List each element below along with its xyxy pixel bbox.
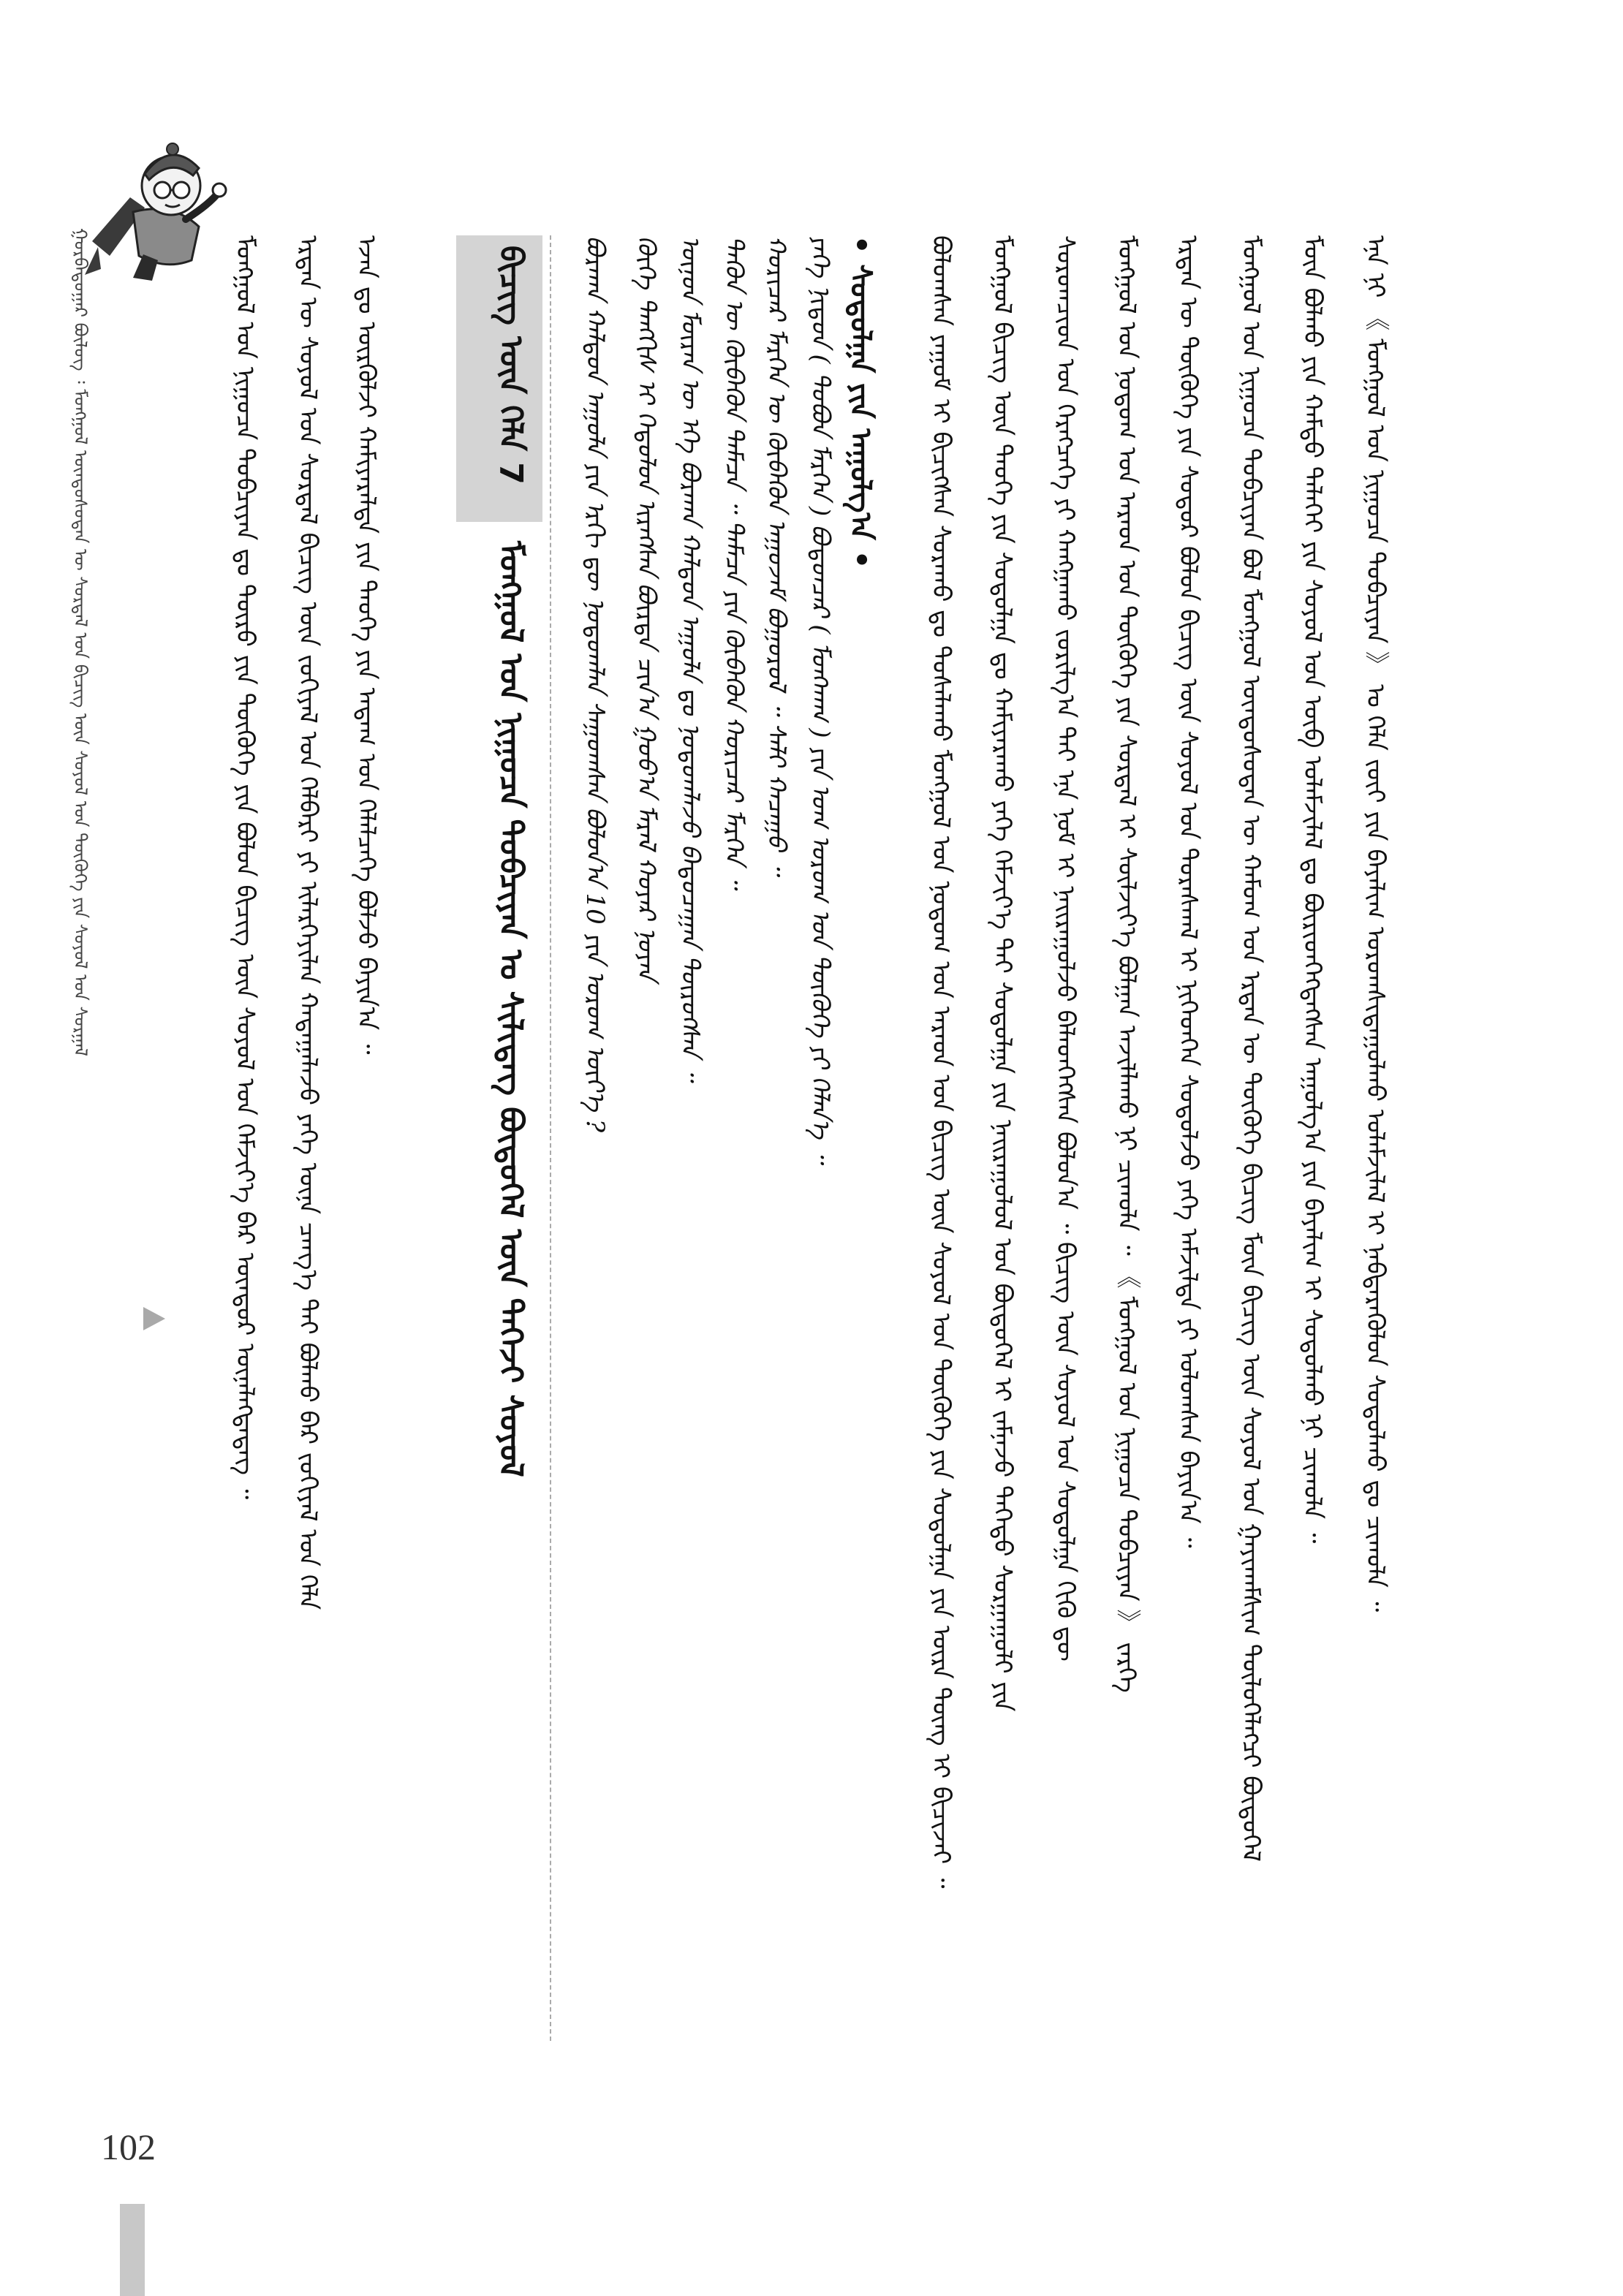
body-paragraph-1-line: ᠡᠨᠡ ᠨᠢ 《 ᠮᠣᠩᠭᠣᠯ ᠤᠨ ᠨᠢᠭᠤᠴᠠ ᠲᠣᠪᠴᠢᠶᠠᠨ 》 ᠤ ᠬᠡᠯᠡ ᠵᠦᠢ ᠶᠢᠨ ᠪᠠᠶᠠᠯᠢᠭ ᠤᠷᠤᠭᠰᠢᠳᠠᠭᠤᠯᠬᠤ ᠤᠯᠠᠮᠵᠢᠯᠠᠯ ᠢ ᠨᠡᠪᠲᠡᠷᠡᠭᠦᠯᠦᠨ ᠰᠤᠳᠤᠯᠬᠤ ᠳᠤ ᠴᠢᠬᠤᠯᠠ ᠃ bbox=[1361, 235, 1390, 1613]
body-paragraph-1-line: ᠮᠣᠩᠭᠣᠯ ᠪᠢᠴᠢᠭ ᠦᠨ ᠲᠡᠦᠬᠡ ᠶᠢᠨ ᠰᠤᠳᠤᠯᠭᠠ ᠳᠤ ᠬᠠᠮᠢᠶᠠᠷᠠᠬᠤ ᠶᠡᠬᠡ ᠬᠡᠮᠵᠢᠶ᠎ᠡ ᠲᠡᠢ ᠰᠤᠳᠤᠯᠭᠠ ᠶᠢᠨ ᠨᠠᠢᠷᠠᠭᠤᠯᠤᠯ ᠤᠨ ᠪᠦᠲᠦᠭᠡᠯ ᠢ ᠵᠠᠮᠨᠠᠵᠤ ᠳᠡᠭᠡᠳᠦ ᠰᠤᠷᠭᠠᠭᠤᠯᠢ ᠶᠢᠨ bbox=[988, 235, 1017, 1712]
body-paragraph-2-line: ᠡᠵᠡᠨ ᠳᠤ ᠦᠷᠭᠦᠯᠵᠢ ᠬᠠᠮᠢᠶᠠᠷᠠᠯᠲᠠ ᠶᠢᠨ ᠲᠡᠦᠬᠡ ᠶᠢᠨ ᠠᠳᠠᠭ ᠤᠨ ᠬᠡᠯᠡᠯᠴᠡᠭᠡ ᠪᠣᠯᠵᠤ ᠪᠠᠶᠢᠨ᠎ᠠ ᠃ bbox=[352, 235, 381, 1055]
section-divider-dashed bbox=[550, 235, 551, 2041]
poem-line: ᠲᠡᠭᠦᠨ ᠦ ᠬᠥᠪᠡᠭᠦᠨ ᠲᠠᠮᠠᠴᠠ ᠃ ᠲᠠᠮᠠᠴᠠ ᠶᠢᠨ ᠬᠥᠪᠡᠭᠦᠨ ᠬᠣᠷᠢᠴᠠᠷ ᠮᠡᠷᠭᠡᠨ ᠃ bbox=[719, 235, 749, 889]
section-title: ᠮᠣᠩᠭᠣᠯ ᠤᠨ ᠨᠢᠭᠤᠴᠠ ᠲᠣᠪᠴᠢᠶᠠᠨ ᠤ ᠰᠢᠯᠢᠳᠡᠭ ᠪᠦᠲᠦᠭᠡᠯ ᠦᠨ ᠳᠡᠭᠡᠵᠢ ᠰᠣᠶᠤᠯ bbox=[492, 541, 529, 1477]
bullet-heading: • ᠰᠤᠳᠤᠯᠭᠠ ᠶᠢᠨ ᠠᠭᠤᠯᠭ᠎ᠠ • bbox=[844, 235, 877, 569]
body-paragraph-1-line: ᠡᠷᠲᠡᠨ ᠦ ᠲᠦᠭᠦᠬᠡ ᠶᠢᠨ ᠰᠤᠳᠤᠷ ᠪᠣᠯᠤᠨ ᠪᠢᠴᠢᠭ ᠦᠨ ᠰᠣᠶᠤᠯ ᠤᠨ ᠳᠤᠷᠠᠰᠬᠠᠯ ᠢ ᠨᠢᠭᠡᠳᠬᠡᠨ ᠰᠤᠳᠤᠯᠵᠤ ᠶᠡᠬᠡ ᠠᠮᠵᠢᠯᠲᠠ ᠶᠢ ᠣᠯᠤᠭᠰᠠᠨ ᠪᠠᠶᠢᠨ᠎ᠠ ᠃ bbox=[1173, 235, 1203, 1548]
body-paragraph-2-line: ᠮᠣᠩᠭᠣᠯ ᠤᠨ ᠨᠢᠭᠤᠴᠠ ᠲᠣᠪᠴᠢᠶᠠᠨ ᠳᠤ ᠲᠥᠷᠦ ᠶᠢᠨ ᠲᠦᠭᠦᠬᠡ ᠶᠢᠨ ᠪᠣᠯᠤᠨ ᠪᠢᠴᠢᠭ ᠦᠨ ᠰᠣᠶᠤᠯ ᠤᠨ ᠬᠡᠮᠵᠢᠶ᠎ᠡ ᠪᠡᠷ ᠥᠨᠳᠥᠷ ᠦᠨᠡᠯᠡᠭᠳᠡᠳᠡᠭ ᠃ bbox=[230, 235, 260, 1500]
body-paragraph-1-line: ᠪᠣᠯᠤᠭᠰᠠᠨ ᠶᠠᠭᠤᠮ ᠢ ᠪᠢᠴᠢᠭᠰᠡᠨ ᠰᠤᠷᠠᠬᠤ ᠳᠤ ᠲᠤᠰᠠᠯᠠᠬᠤ ᠮᠣᠩᠭᠣᠯ ᠤᠨ ᠨᠤᠲᠤᠭ ᠤᠨ ᠠᠷᠠᠳ ᠤᠨ ᠪᠢᠴᠢᠭ ᠦᠨ ᠰᠣᠶᠤᠯ ᠤᠨ ᠲᠦᠭᠦᠬᠡ ᠶᠢᠨ ᠰᠤᠳᠤᠯᠭᠠ ᠶᠢᠨ ᠦᠷᠡ ᠳᠦᠩ ᠢ ᠪᠢᠴᠢᠵᠡᠢ ᠃ bbox=[926, 235, 956, 1889]
body-paragraph-1-line: ᠮᠥᠨ ᠪᠣᠯᠬᠤ ᠶᠢᠨ ᠬᠠᠮᠲᠤ ᠳᠡᠯᠡᠬᠡᠢ ᠶᠢᠨ ᠰᠣᠶᠤᠯ ᠤᠨ ᠥᠪ ᠤᠯᠠᠮᠵᠢᠯᠠᠯ ᠳᠤ ᠪᠦᠷᠢᠳᠭᠡᠭᠳᠡᠭᠰᠡᠨ ᠠᠭᠤᠯᠭ᠎ᠠ ᠶᠢᠨ ᠪᠠᠶᠠᠯᠢᠭ ᠢ ᠰᠤᠳᠤᠯᠬᠤ ᠨᠢ ᠴᠢᠬᠤᠯᠠ ᠃ bbox=[1298, 235, 1327, 1544]
body-paragraph-1-line: ᠮᠣᠩᠭᠣᠯ ᠤᠨ ᠨᠢᠭᠤᠴᠠ ᠲᠣᠪᠴᠢᠶᠠᠨ ᠪᠣᠯ ᠮᠣᠩᠭᠣᠯ ᠦᠨᠳᠦᠰᠦᠲᠡᠨ ᠦ ᠬᠠᠮᠤᠭ ᠤᠨ ᠡᠷᠲᠡᠨ ᠦ ᠲᠦᠭᠦᠬᠡ ᠪᠢᠴᠢᠭ ᠮᠥᠨ ᠪᠢᠴᠢᠭ ᠦᠨ ᠰᠣᠶᠤᠯ ᠤᠨ ᠭᠠᠶᠢᠬᠠᠮᠰᠢᠭ ᠲᠥᠯᠦᠭᠡᠯᠡᠭᠴᠢ ᠪᠦᠲᠦᠭᠡᠯ bbox=[1236, 235, 1266, 1862]
poem-line: ᠪᠤᠷᠬᠠᠨ ᠬᠠᠯᠳᠤᠨ ᠠᠭᠤᠯᠠ ᠶᠢᠨ ᠡᠷᠭᠢ ᠳᠦ ᠨᠤᠲᠤᠭᠯᠠᠨ ᠰᠠᠭᠤᠭᠰᠠᠨ ᠪᠣᠯᠤᠨ᠎ᠠ 10 ᠶᠢᠨ ᠤᠷᠤᠭ ᠦᠶ᠎ᠡ ? bbox=[580, 235, 610, 1133]
poem-line: ᠶᠡᠬᠡ ᠨᠢᠳᠦᠨ ( ᠳᠣᠪᠤᠨ ᠮᠡᠷᠭᠡᠨ ) ᠪᠣᠳᠣᠨᠴᠠᠷ ( ᠮᠤᠩᠬᠠᠭ ) ᠶᠢᠨ ᠤᠭ ᠤᠷᠤᠭ ᠤᠨ ᠲᠦᠭᠦᠬᠡ ᠶᠢ ᠬᠡᠯᠡᠨ᠎ᠡ ᠃ bbox=[806, 235, 835, 1163]
header-arrow-icon bbox=[143, 1307, 165, 1330]
running-header-text: ᠭᠤᠷᠪᠠᠳᠤᠭᠠᠷ ᠪᠦᠯᠦᠭ ᠄ ᠮᠣᠩᠭᠣᠯ ᠦᠨᠳᠦᠰᠦᠲᠡᠨ ᠦ ᠰᠤᠷᠲᠠᠯ ᠤᠨ ᠪᠢᠴᠢᠭ ᠦᠨ ᠰᠣᠶᠤᠯ ᠤᠨ ᠲᠦᠭᠦᠬᠡ ᠶᠢᠨ ᠰᠣᠶᠤᠯ ᠤᠨ ᠰᠤᠷᠭᠠᠯ bbox=[70, 228, 91, 1056]
section-tab-label-text: ᠪᠢᠴᠢᠭ ᠦᠨ ᠬᠡᠯᠡ bbox=[492, 246, 529, 451]
poem-line: ᠬᠦᠬᠡ ᠲᠡᠩᠭᠢᠰ ᠢ ᠭᠡᠲᠦᠯᠦᠨ ᠢᠷᠡᠭᠰᠡᠨ ᠪᠥᠷᠲᠡ ᠴᠢᠨ᠎ᠠ ᠭᠣᠣ᠎ᠠ ᠮᠠᠷᠠᠯ ᠬᠣᠶᠠᠷ ᠨᠣᠶᠠᠨ bbox=[632, 235, 661, 981]
mascot-boy-illustration bbox=[63, 132, 227, 285]
poem-line: ᠬᠣᠷᠢᠴᠠᠷ ᠮᠡᠷᠭᠡᠨ ᠦ ᠬᠥᠪᠡᠭᠦᠨ ᠠᠭᠤᠵᠠᠮ ᠪᠤᠭᠤᠷᠤᠯ ᠃ ᠰᠠᠯᠢ ᠬᠠᠴᠠᠭᠤ ᠃ bbox=[762, 235, 791, 875]
running-header bbox=[72, 228, 99, 1288]
section-tab-label bbox=[483, 246, 539, 509]
section-number: 7 bbox=[492, 462, 529, 485]
poem-line: ᠥᠨᠥᠨ ᠮᠥᠷᠡᠨ ᠦ ᠡᠬᠡ ᠪᠤᠷᠬᠠᠨ ᠬᠠᠯᠳᠤᠨ ᠠᠭᠤᠯᠠ ᠳᠤ ᠨᠤᠲᠤᠭᠯᠠᠵᠤ ᠪᠠᠲᠤᠴᠠᠭᠠᠨ ᠲᠥᠷᠦᠭᠰᠡᠨ ᠃ bbox=[676, 235, 705, 1081]
page-number: 102 bbox=[101, 2126, 156, 2167]
body-paragraph-2-line: ᠡᠷᠲᠡᠨ ᠦ ᠰᠣᠶᠤᠯ ᠤᠨ ᠰᠤᠷᠲᠠᠯ ᠪᠢᠴᠢᠭ ᠦᠨ ᠵᠣᠬᠢᠶᠠᠯ ᠤᠨ ᠬᠡᠯᠪᠡᠷᠢ ᠶᠢ ᠢᠯᠡᠷᠬᠡᠶᠢᠯᠡᠨ ᠬᠠᠳᠠᠭᠠᠯᠠᠵᠤ ᠶᠡᠬᠡ ᠦᠨᠡ ᠴᠡᠨᠭ᠎ᠡ ᠲᠡᠢ ᠪᠣᠯᠬᠤ ᠪᠠᠷ ᠵᠣᠬᠢᠶᠠᠯ ᠤᠨ ᠬᠡᠯᠡ bbox=[293, 235, 322, 1610]
body-paragraph-1-line: ᠰᠤᠷᠤᠭᠴᠢᠳ ᠤᠨ ᠬᠡᠷᠡᠭᠴᠡᠭᠡ ᠶᠢ ᠬᠠᠩᠭᠠᠬᠤ ᠵᠣᠷᠢᠯᠭ᠎ᠠ ᠲᠠᠢ ᠡᠨᠡ ᠨᠣᠮ ᠢ ᠨᠠᠢᠷᠠᠭᠤᠯᠵᠤ ᠪᠡᠯᠡᠳᠬᠡᠭᠰᠡᠨ ᠪᠣᠯᠤᠨ᠎ᠠ ᠃ ᠪᠢᠴᠢᠭ ᠦᠨ ᠰᠣᠶᠤᠯ ᠤᠨ ᠰᠤᠳᠤᠯᠭᠠ ᠬᠢᠬᠦ ᠳᠦ bbox=[1051, 235, 1080, 1662]
page-edge-bar bbox=[120, 2204, 145, 2296]
body-paragraph-1-line: ᠮᠣᠩᠭᠣᠯ ᠤᠨ ᠨᠤᠲᠤᠭ ᠤᠨ ᠠᠷᠠᠳ ᠤᠨ ᠲᠦᠭᠦᠬᠡ ᠶᠢᠨ ᠰᠤᠷᠲᠠᠯ ᠢ ᠰᠦᠯᠵᠢᠶ᠎ᠡ ᠪᠣᠯᠭᠠᠨ ᠠᠵᠢᠯᠯᠠᠬᠤ ᠨᠢ ᠴᠢᠬᠤᠯᠠ ᠃ 《 ᠮᠣᠩᠭᠣᠯ ᠤᠨ ᠨᠢᠭᠤᠴᠠ ᠲᠣᠪᠴᠢᠶᠠᠨ 》 ᠵᠡᠷᠭᠡ bbox=[1112, 235, 1141, 1693]
